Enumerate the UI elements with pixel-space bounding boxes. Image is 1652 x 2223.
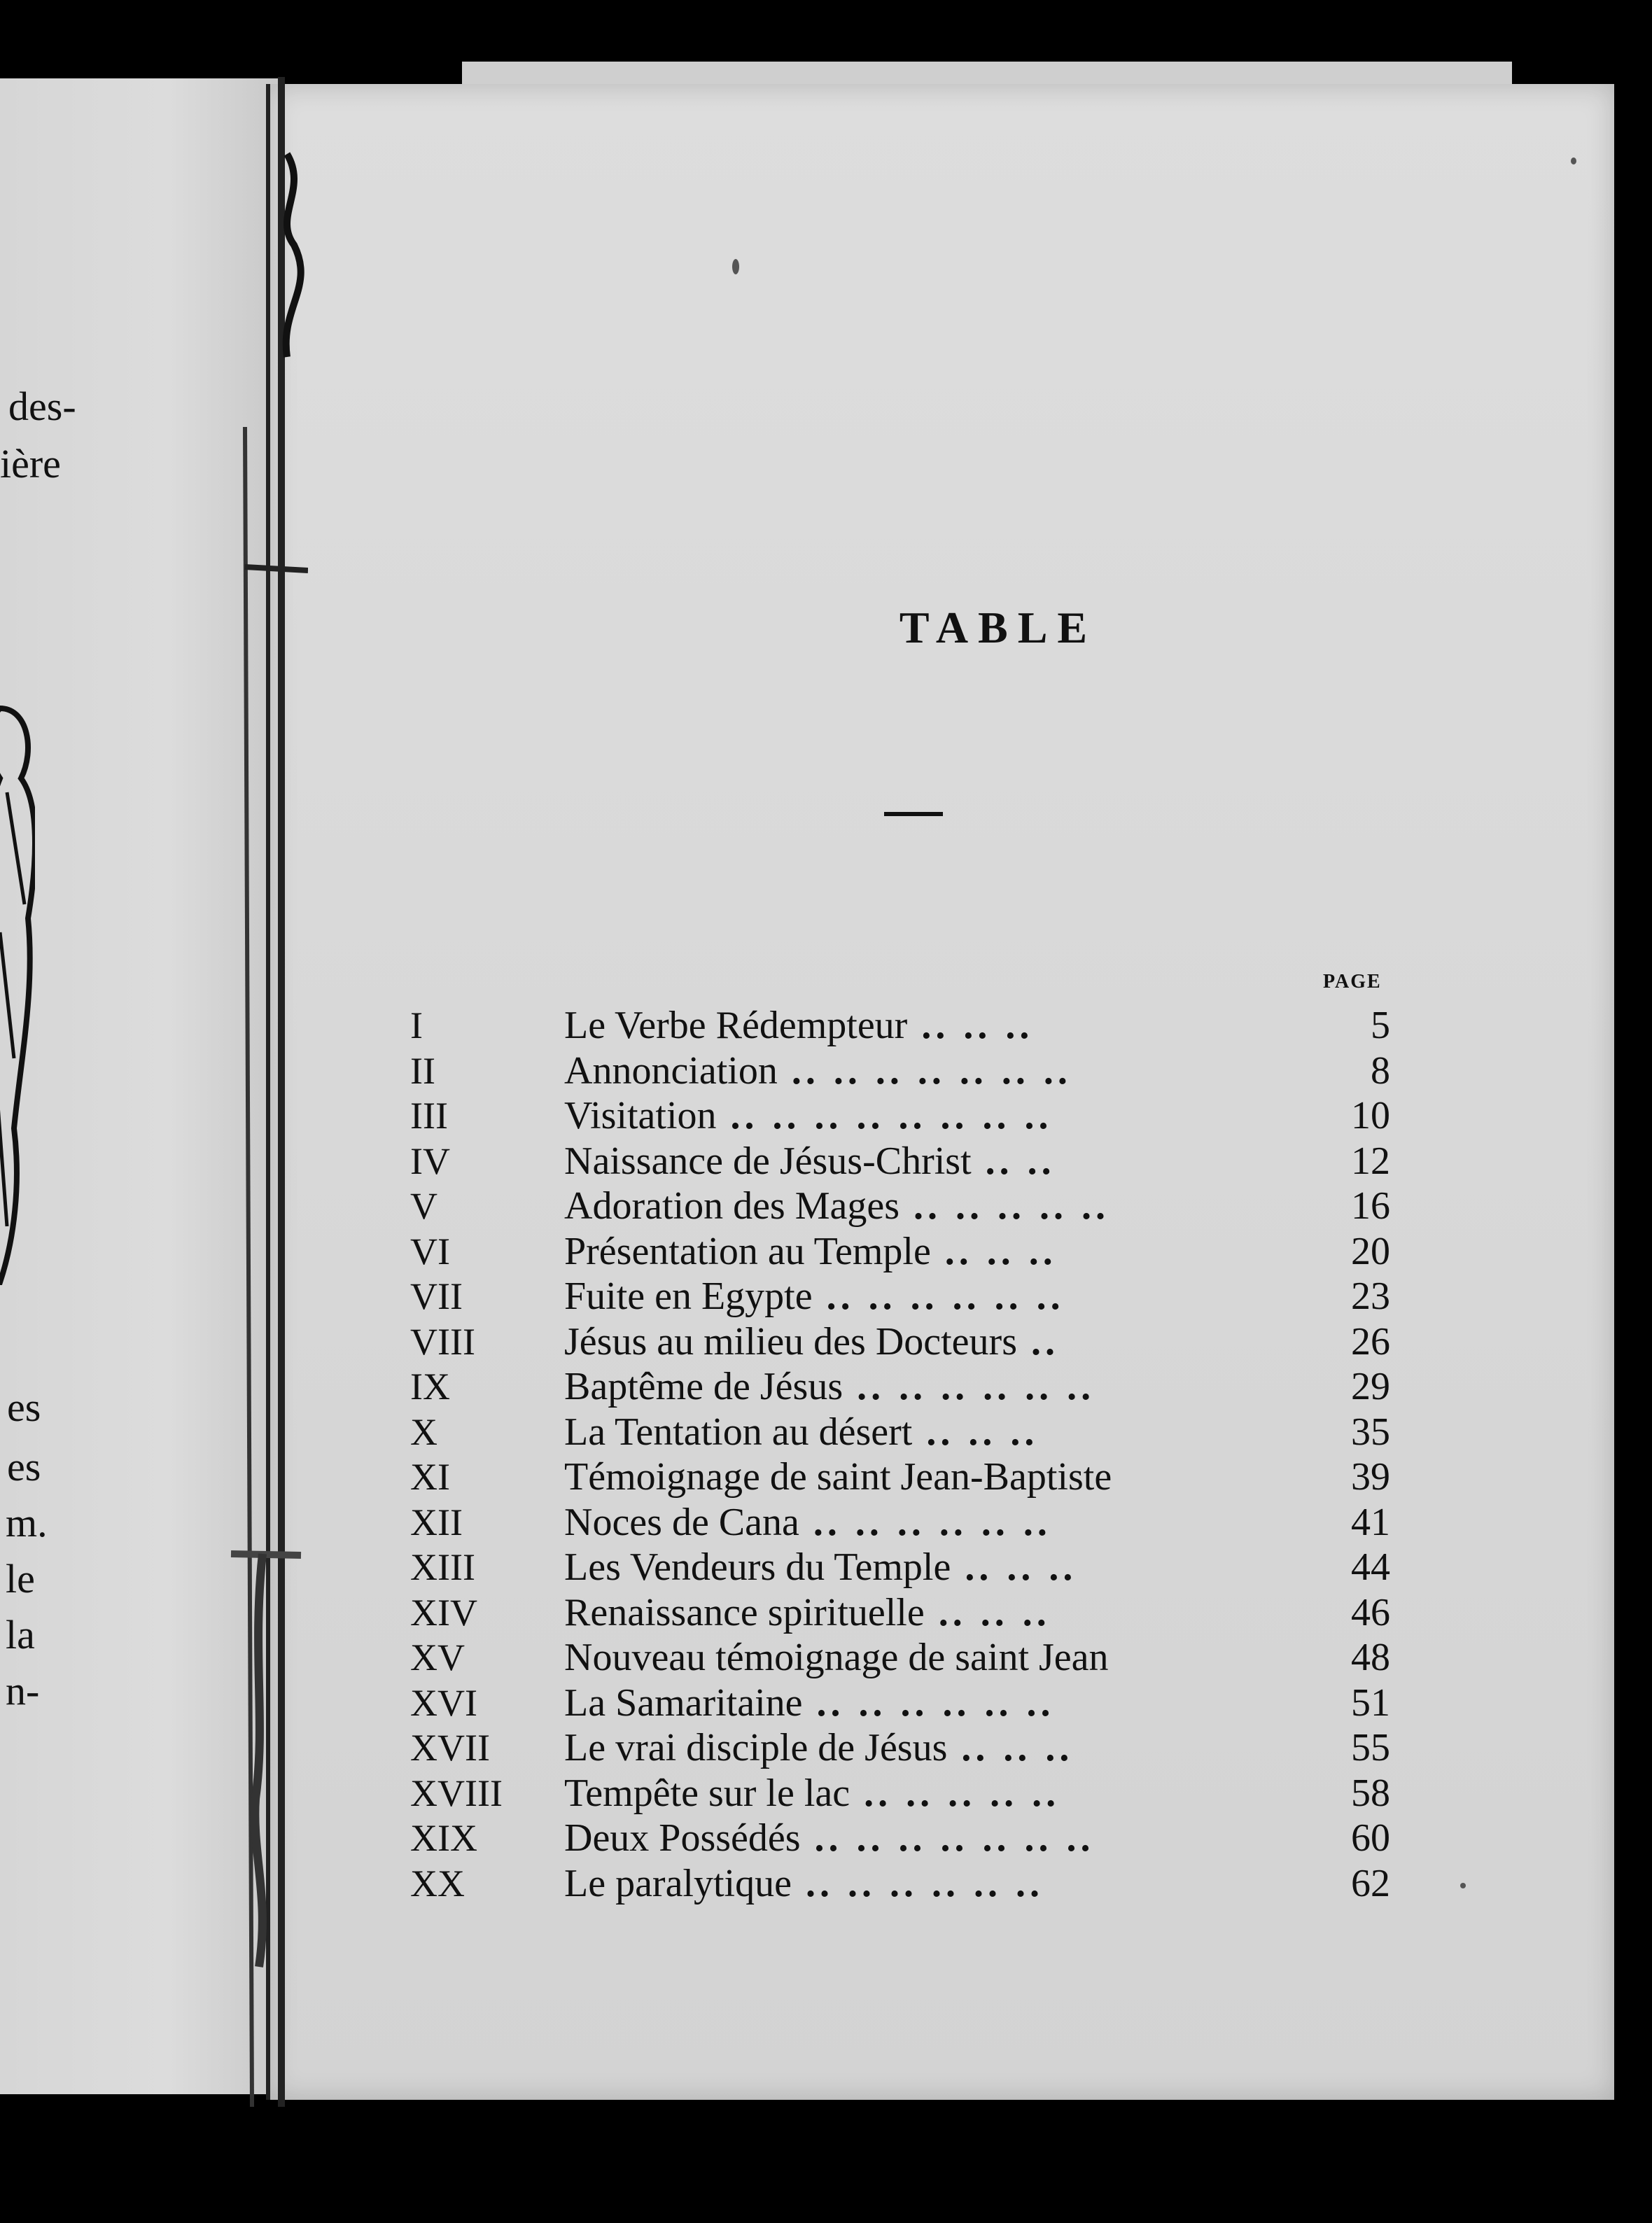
- toc-leader-dots: .. .. .. .. .. ..: [816, 1681, 1055, 1725]
- toc-chapter-title: Noces de Cana: [564, 1500, 799, 1544]
- toc-page-number: 44: [1351, 1545, 1390, 1589]
- toc-leader-dots: ..: [1030, 1319, 1059, 1363]
- toc-leader-dots: .. .. .. .. .. ..: [805, 1861, 1044, 1905]
- toc-chapter-title: Jésus au milieu des Docteurs: [564, 1319, 1017, 1363]
- left-fragment-line: le: [6, 1556, 35, 1601]
- toc-chapter-numeral: XIV: [410, 1591, 477, 1634]
- toc-chapter-title: Témoignage de saint Jean-Baptiste: [564, 1455, 1112, 1499]
- toc-entry: [410, 1454, 1390, 1500]
- toc-chapter-title-cell: [564, 1274, 1320, 1319]
- toc-page-number: 5: [1371, 1004, 1390, 1047]
- toc-chapter-title-cell: [564, 1229, 1320, 1275]
- toc-leader-dots: .. .. ..: [965, 1545, 1077, 1589]
- toc-chapter-title: Visitation: [564, 1094, 717, 1137]
- toc-chapter-title-cell: [564, 1725, 1320, 1771]
- toc-page-number: 48: [1351, 1636, 1390, 1679]
- left-fragment-line: es: [7, 1384, 41, 1430]
- toc-chapter-title-cell: [564, 1861, 1320, 1907]
- toc-page-number: 55: [1351, 1726, 1390, 1769]
- left-fragment-line: m.: [6, 1500, 48, 1545]
- toc-leader-dots: .. .. ..: [938, 1590, 1051, 1634]
- toc-entry: [410, 1635, 1390, 1681]
- toc-chapter-title-cell: [564, 1139, 1320, 1184]
- toc-chapter-title-cell: [564, 1364, 1320, 1410]
- toc-chapter-title-cell: [564, 1319, 1320, 1365]
- left-fragment-line: es: [7, 1444, 41, 1489]
- toc-leader-dots: .. .. .. .. .. ..: [857, 1365, 1096, 1408]
- toc-chapter-title: Adoration des Mages: [564, 1184, 900, 1228]
- toc-chapter-numeral: XIX: [410, 1817, 477, 1859]
- toc-chapter-title: La Tentation au désert: [564, 1410, 913, 1454]
- toc-chapter-numeral: XVI: [410, 1681, 477, 1724]
- toc-chapter-title: Deux Possédés: [564, 1816, 801, 1860]
- title-rule-divider: [884, 812, 943, 816]
- toc-leader-dots: .. .. .. .. .. .. ..: [791, 1049, 1072, 1093]
- toc-page-number: 8: [1371, 1049, 1390, 1093]
- toc-page-number: 23: [1351, 1275, 1390, 1318]
- toc-entry: [410, 1049, 1390, 1094]
- toc-chapter-numeral: XII: [410, 1501, 463, 1543]
- toc-chapter-title-cell: [564, 1410, 1320, 1455]
- toc-chapter-title-cell: [564, 1454, 1320, 1500]
- toc-chapter-title-cell: [564, 1049, 1320, 1094]
- toc-chapter-numeral: XVII: [410, 1727, 490, 1769]
- toc-entry: [410, 1681, 1390, 1726]
- toc-leader-dots: [1109, 1636, 1123, 1679]
- toc-chapter-numeral: I: [410, 1004, 423, 1046]
- toc-entry: [410, 1861, 1390, 1907]
- toc-chapter-title: La Samaritaine: [564, 1681, 803, 1725]
- toc-chapter-title: Annonciation: [564, 1049, 778, 1093]
- toc-chapter-title: Nouveau témoignage de saint Jean: [564, 1636, 1109, 1679]
- toc-page-number: 58: [1351, 1771, 1390, 1815]
- toc-entry: [410, 1093, 1390, 1139]
- book-binding-spine: [203, 77, 308, 2107]
- toc-entry: [410, 1771, 1390, 1816]
- toc-chapter-numeral: XV: [410, 1636, 465, 1678]
- toc-chapter-title-cell: [564, 1093, 1320, 1139]
- toc-chapter-numeral: IX: [410, 1366, 450, 1408]
- toc-page-number: 39: [1351, 1455, 1390, 1499]
- toc-leader-dots: .. .. ..: [926, 1410, 1039, 1454]
- toc-chapter-numeral: VIII: [410, 1320, 475, 1363]
- toc-chapter-title-cell: [564, 1681, 1320, 1726]
- toc-chapter-title-cell: [564, 1635, 1320, 1681]
- toc-entry: [410, 1003, 1390, 1049]
- toc-page-number: 16: [1351, 1184, 1390, 1228]
- toc-leader-dots: .. .. ..: [961, 1726, 1074, 1769]
- toc-entry: [410, 1410, 1390, 1455]
- left-fragment-line: des-: [8, 384, 76, 429]
- toc-entry: [410, 1139, 1390, 1184]
- toc-page-number: 41: [1351, 1500, 1390, 1544]
- left-fragment-line: ière: [0, 441, 61, 486]
- toc-page-number: 62: [1351, 1861, 1390, 1905]
- toc-chapter-title: Le vrai disciple de Jésus: [564, 1726, 948, 1769]
- toc-chapter-numeral: XI: [410, 1456, 450, 1498]
- toc-entry: [410, 1319, 1390, 1365]
- toc-leader-dots: .. .. ..: [944, 1229, 1057, 1273]
- toc-chapter-numeral: VI: [410, 1230, 450, 1272]
- toc-leader-dots: .. .. .. .. .. .. ..: [814, 1816, 1095, 1860]
- toc-page-number: 51: [1351, 1681, 1390, 1725]
- toc-entry: [410, 1816, 1390, 1861]
- left-fragment-line: la: [6, 1612, 35, 1657]
- toc-leader-dots: .. .. .. .. ..: [864, 1771, 1060, 1815]
- toc-page-number: 20: [1351, 1229, 1390, 1273]
- toc-leader-dots: .. ..: [985, 1139, 1056, 1183]
- toc-leader-dots: .. .. .. .. .. ..: [826, 1275, 1065, 1318]
- toc-entry: [410, 1184, 1390, 1229]
- page-title: TABLE: [899, 603, 1098, 652]
- toc-chapter-title-cell: [564, 1184, 1320, 1229]
- toc-chapter-numeral: XVIII: [410, 1772, 503, 1814]
- toc-chapter-title: Renaissance spirituelle: [564, 1590, 925, 1634]
- toc-chapter-title-cell: [564, 1590, 1320, 1636]
- toc-leader-dots: .. .. .. .. ..: [913, 1184, 1110, 1228]
- toc-chapter-title: Naissance de Jésus-Christ: [564, 1139, 972, 1183]
- toc-page-number: 46: [1351, 1590, 1390, 1634]
- illustration-figure: [0, 694, 35, 1296]
- toc-entry: [410, 1229, 1390, 1275]
- toc-chapter-title-cell: [564, 1500, 1320, 1545]
- toc-chapter-title: Présentation au Temple: [564, 1229, 931, 1273]
- toc-chapter-title: Baptême de Jésus: [564, 1365, 844, 1408]
- scan-speck: [732, 259, 739, 274]
- toc-entry: [410, 1545, 1390, 1590]
- toc-chapter-title: Tempête sur le lac: [564, 1771, 850, 1815]
- toc-list: [410, 1003, 1390, 1906]
- toc-chapter-title-cell: [564, 1771, 1320, 1816]
- toc-chapter-numeral: XX: [410, 1862, 465, 1905]
- toc-chapter-numeral: XIII: [410, 1546, 475, 1588]
- toc-chapter-numeral: IV: [410, 1139, 450, 1182]
- scan-speck: [1460, 1883, 1466, 1888]
- toc-chapter-title: Le paralytique: [564, 1861, 792, 1905]
- toc-chapter-title-cell: [564, 1545, 1320, 1590]
- toc-leader-dots: .. .. .. .. .. .. .. ..: [730, 1094, 1053, 1137]
- toc-chapter-title: Les Vendeurs du Temple: [564, 1545, 951, 1589]
- toc-chapter-numeral: III: [410, 1095, 448, 1137]
- toc-page-number: 12: [1351, 1139, 1390, 1183]
- toc-page-number: 35: [1351, 1410, 1390, 1454]
- toc-chapter-title: Fuite en Egypte: [564, 1275, 813, 1318]
- page-column-header: PAGE: [1323, 971, 1382, 993]
- toc-page-number: 10: [1351, 1094, 1390, 1137]
- toc-chapter-numeral: II: [410, 1049, 435, 1092]
- toc-page-number: 29: [1351, 1365, 1390, 1408]
- toc-chapter-title-cell: [564, 1003, 1320, 1049]
- toc-leader-dots: .. .. ..: [921, 1004, 1034, 1047]
- right-page-table-of-contents: [266, 84, 1614, 2100]
- scan-speck: [1571, 157, 1576, 164]
- toc-entry: [410, 1590, 1390, 1636]
- left-fragment-line: n-: [6, 1668, 40, 1713]
- toc-chapter-numeral: VII: [410, 1275, 463, 1317]
- toc-page-number: 26: [1351, 1319, 1390, 1363]
- toc-chapter-title: Le Verbe Rédempteur: [564, 1004, 908, 1047]
- toc-leader-dots: .. .. .. .. .. ..: [813, 1500, 1051, 1544]
- toc-entry: [410, 1364, 1390, 1410]
- toc-page-number: 60: [1351, 1816, 1390, 1860]
- toc-chapter-title-cell: [564, 1816, 1320, 1861]
- toc-entry: [410, 1725, 1390, 1771]
- toc-entry: [410, 1274, 1390, 1319]
- toc-chapter-numeral: X: [410, 1410, 438, 1453]
- toc-leader-dots: [1112, 1455, 1126, 1499]
- toc-entry: [410, 1500, 1390, 1545]
- toc-chapter-numeral: V: [410, 1185, 438, 1227]
